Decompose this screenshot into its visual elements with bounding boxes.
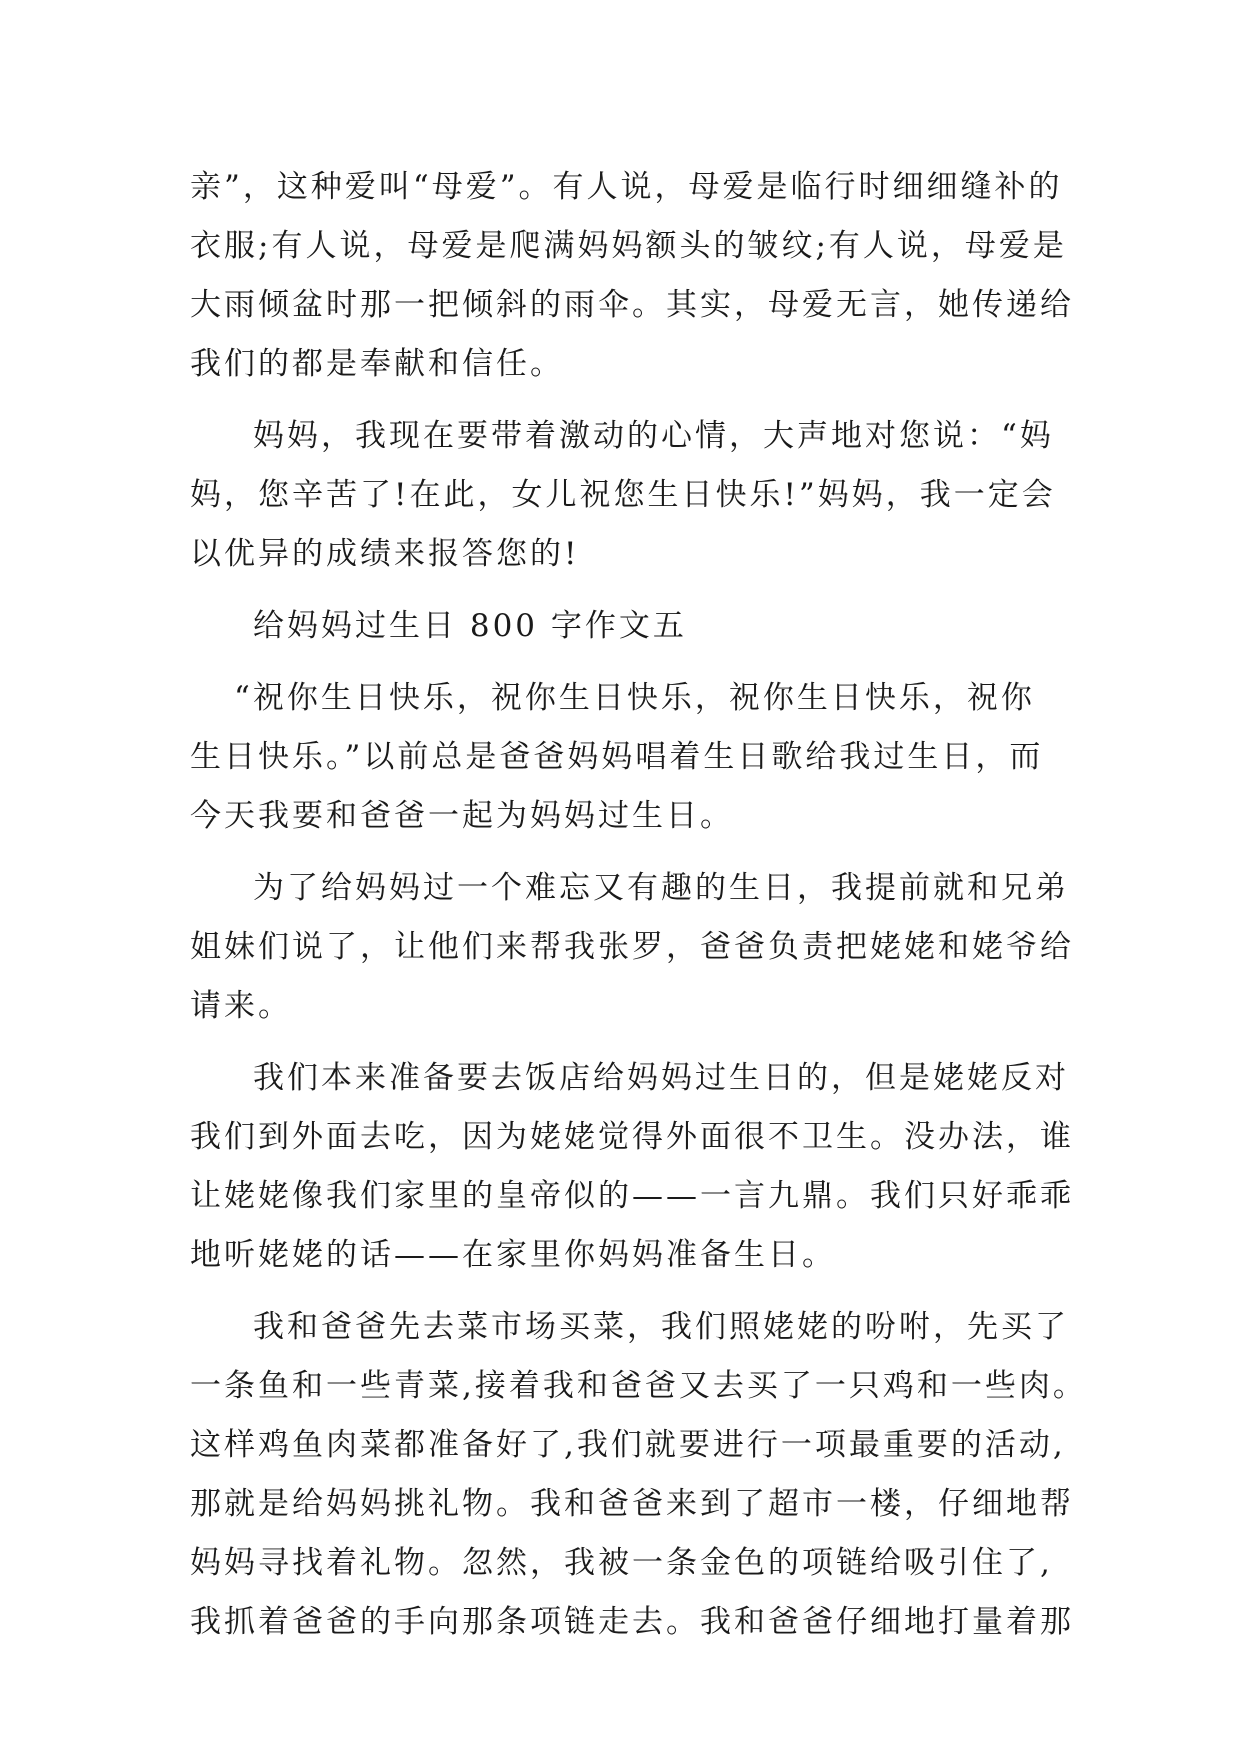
text-line: 请来。 bbox=[190, 988, 292, 1024]
text-line: 妈，您辛苦了!在此，女儿祝您生日快乐!”妈妈，我一定会 bbox=[190, 477, 1056, 513]
text-line: “祝你生日快乐，祝你生日快乐，祝你生日快乐，祝你 bbox=[234, 680, 1035, 716]
text-line: 今天我要和爸爸一起为妈妈过生日。 bbox=[190, 798, 734, 834]
text-line: 我们到外面去吃，因为姥姥觉得外面很不卫生。没办法，谁 bbox=[190, 1119, 1074, 1155]
text-line: 妈妈，我现在要带着激动的心情，大声地对您说：“妈 bbox=[253, 418, 1054, 454]
text-line: 为了给妈妈过一个难忘又有趣的生日，我提前就和兄弟 bbox=[253, 870, 1069, 906]
section-heading bbox=[190, 597, 1046, 656]
paragraph bbox=[190, 859, 1074, 1036]
text-line: 妈妈寻找着礼物。忽然，我被一条金色的项链给吸引住了, bbox=[190, 1545, 1053, 1581]
text-line: 地听姥姥的话——在家里你妈妈准备生日。 bbox=[190, 1237, 836, 1273]
text-line: 这样鸡鱼肉菜都准备好了,我们就要进行一项最重要的活动, bbox=[190, 1427, 1066, 1463]
heading-text: 给妈妈过生日 800 字作文五 bbox=[253, 608, 687, 644]
text-line: 那就是给妈妈挑礼物。我和爸爸来到了超市一楼，仔细地帮 bbox=[190, 1486, 1074, 1522]
text-line: 衣服;有人说，母爱是爬满妈妈额头的皱纹;有人说，母爱是 bbox=[190, 228, 1067, 264]
text-line: 生日快乐。”以前总是爸爸妈妈唱着生日歌给我过生日，而 bbox=[190, 739, 1044, 775]
text-line: 一条鱼和一些青菜,接着我和爸爸又去买了一只鸡和一些肉。 bbox=[190, 1368, 1087, 1404]
paragraph bbox=[190, 669, 1046, 846]
text-line: 亲”，这种爱叫“母爱”。有人说，母爱是临行时细细缝补的 bbox=[190, 169, 1063, 205]
text-line: 姐妹们说了，让他们来帮我张罗，爸爸负责把姥姥和姥爷给 bbox=[190, 929, 1074, 965]
text-line: 我和爸爸先去菜市场买菜，我们照姥姥的吩咐，先买了 bbox=[253, 1309, 1069, 1345]
text-line: 以优异的成绩来报答您的! bbox=[190, 536, 580, 572]
text-line: 让姥姥像我们家里的皇帝似的——一言九鼎。我们只好乖乖 bbox=[190, 1178, 1074, 1214]
text-line: 大雨倾盆时那一把倾斜的雨伞。其实，母爱无言，她传递给 bbox=[190, 287, 1074, 323]
text-line: 我们本来准备要去饭店给妈妈过生日的，但是姥姥反对 bbox=[253, 1060, 1069, 1096]
paragraph bbox=[190, 1298, 1087, 1652]
paragraph bbox=[190, 1049, 1074, 1285]
paragraph bbox=[190, 158, 1074, 394]
text-line: 我抓着爸爸的手向那条项链走去。我和爸爸仔细地打量着那 bbox=[190, 1604, 1074, 1640]
paragraph bbox=[190, 407, 1056, 584]
text-line: 我们的都是奉献和信任。 bbox=[190, 346, 564, 382]
document-body bbox=[190, 158, 1087, 1652]
